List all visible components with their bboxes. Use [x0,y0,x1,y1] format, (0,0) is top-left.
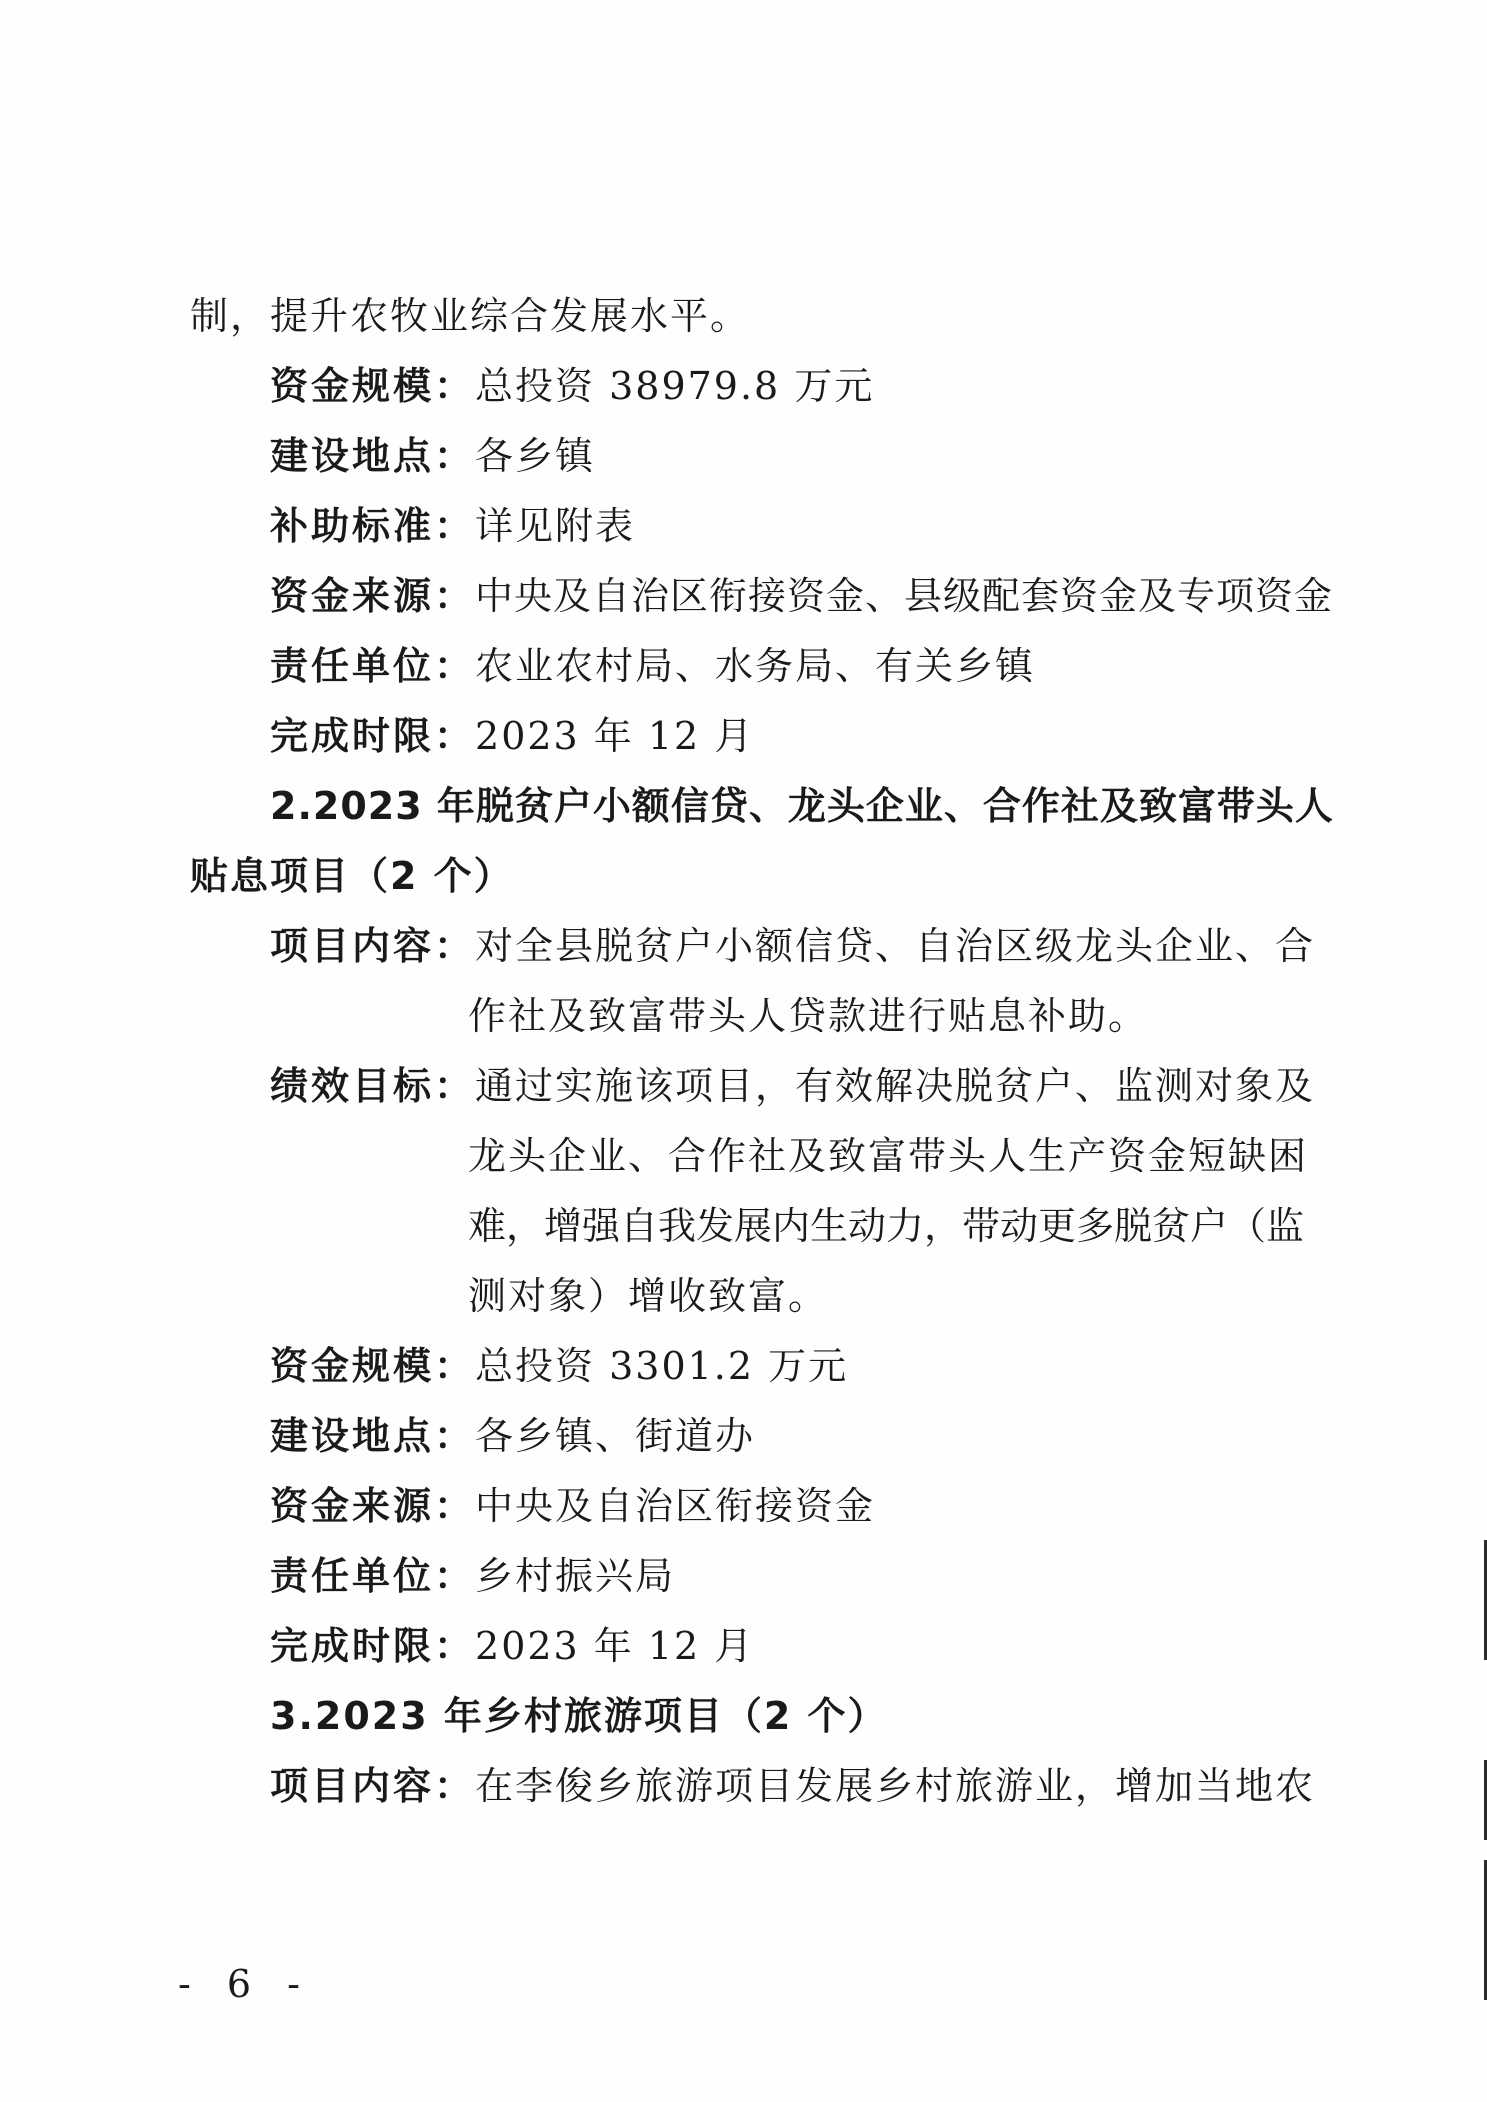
field-label: 资金规模： [270,364,476,408]
field-value-continued: 测对象）增收致富。 [468,1274,829,1318]
field-label: 责任单位： [270,1554,476,1598]
page-number: - 6 - [178,1962,313,2006]
field-value: 农业农村局、水务局、有关乡镇 [475,644,1036,688]
field-label: 资金来源： [270,574,476,618]
field-value: 通过实施该项目，有效解决脱贫户、监测对象及 [475,1064,1316,1108]
field-row [270,920,1315,972]
field-row [270,1060,1315,1112]
field-value-continued: 难，增强自我发展内生动力，带动更多脱贫户（监 [468,1204,1305,1248]
text-line: 制，提升农牧业综合发展水平。 [190,294,751,338]
field-row [270,1760,1315,1812]
field-value: 总投资 3301.2 万元 [475,1344,849,1388]
field-label: 资金规模： [270,1344,476,1388]
field-row [270,570,1333,622]
field-value: 乡村振兴局 [475,1554,676,1598]
field-row [270,1620,754,1672]
field-row [270,1480,875,1532]
field-value: 在李俊乡旅游项目发展乡村旅游业，增加当地农 [475,1764,1316,1808]
field-value: 总投资 38979.8 万元 [475,364,875,408]
field-value: 各乡镇、街道办 [475,1414,756,1458]
field-row [270,1410,755,1462]
field-label: 完成时限： [270,714,476,758]
field-label: 责任单位： [270,644,476,688]
field-value: 对全县脱贫户小额信贷、自治区级龙头企业、合 [475,924,1316,968]
field-value: 各乡镇 [475,434,596,478]
field-row [270,430,595,482]
field-value: 中央及自治区衔接资金、县级配套资金及专项资金 [475,574,1334,618]
field-row [270,1550,675,1602]
field-label: 补助标准： [270,504,476,548]
section-heading: 贴息项目（2 个） [190,854,514,898]
field-row [270,500,635,552]
field-value-continued: 龙头企业、合作社及致富带头人生产资金短缺困 [468,1134,1309,1178]
field-label: 资金来源： [270,1484,476,1528]
section-heading: 3.2023 年乡村旅游项目（2 个） [270,1694,888,1738]
field-label: 建设地点： [270,434,476,478]
field-row [270,1340,848,1392]
field-value-continued: 作社及致富带头人贷款进行贴息补助。 [468,994,1149,1038]
field-label: 完成时限： [270,1624,476,1668]
section-heading: 2.2023 年脱贫户小额信贷、龙头企业、合作社及致富带头人 [270,784,1334,828]
field-value: 详见附表 [475,504,636,548]
field-row [270,640,1035,692]
field-row [270,360,874,412]
field-value: 2023 年 12 月 [475,1624,755,1668]
field-label: 项目内容： [270,1764,476,1808]
field-row [270,710,754,762]
field-label: 绩效目标： [270,1064,476,1108]
field-label: 建设地点： [270,1414,476,1458]
field-label: 项目内容： [270,924,476,968]
field-value: 2023 年 12 月 [475,714,755,758]
field-value: 中央及自治区衔接资金 [475,1484,876,1528]
